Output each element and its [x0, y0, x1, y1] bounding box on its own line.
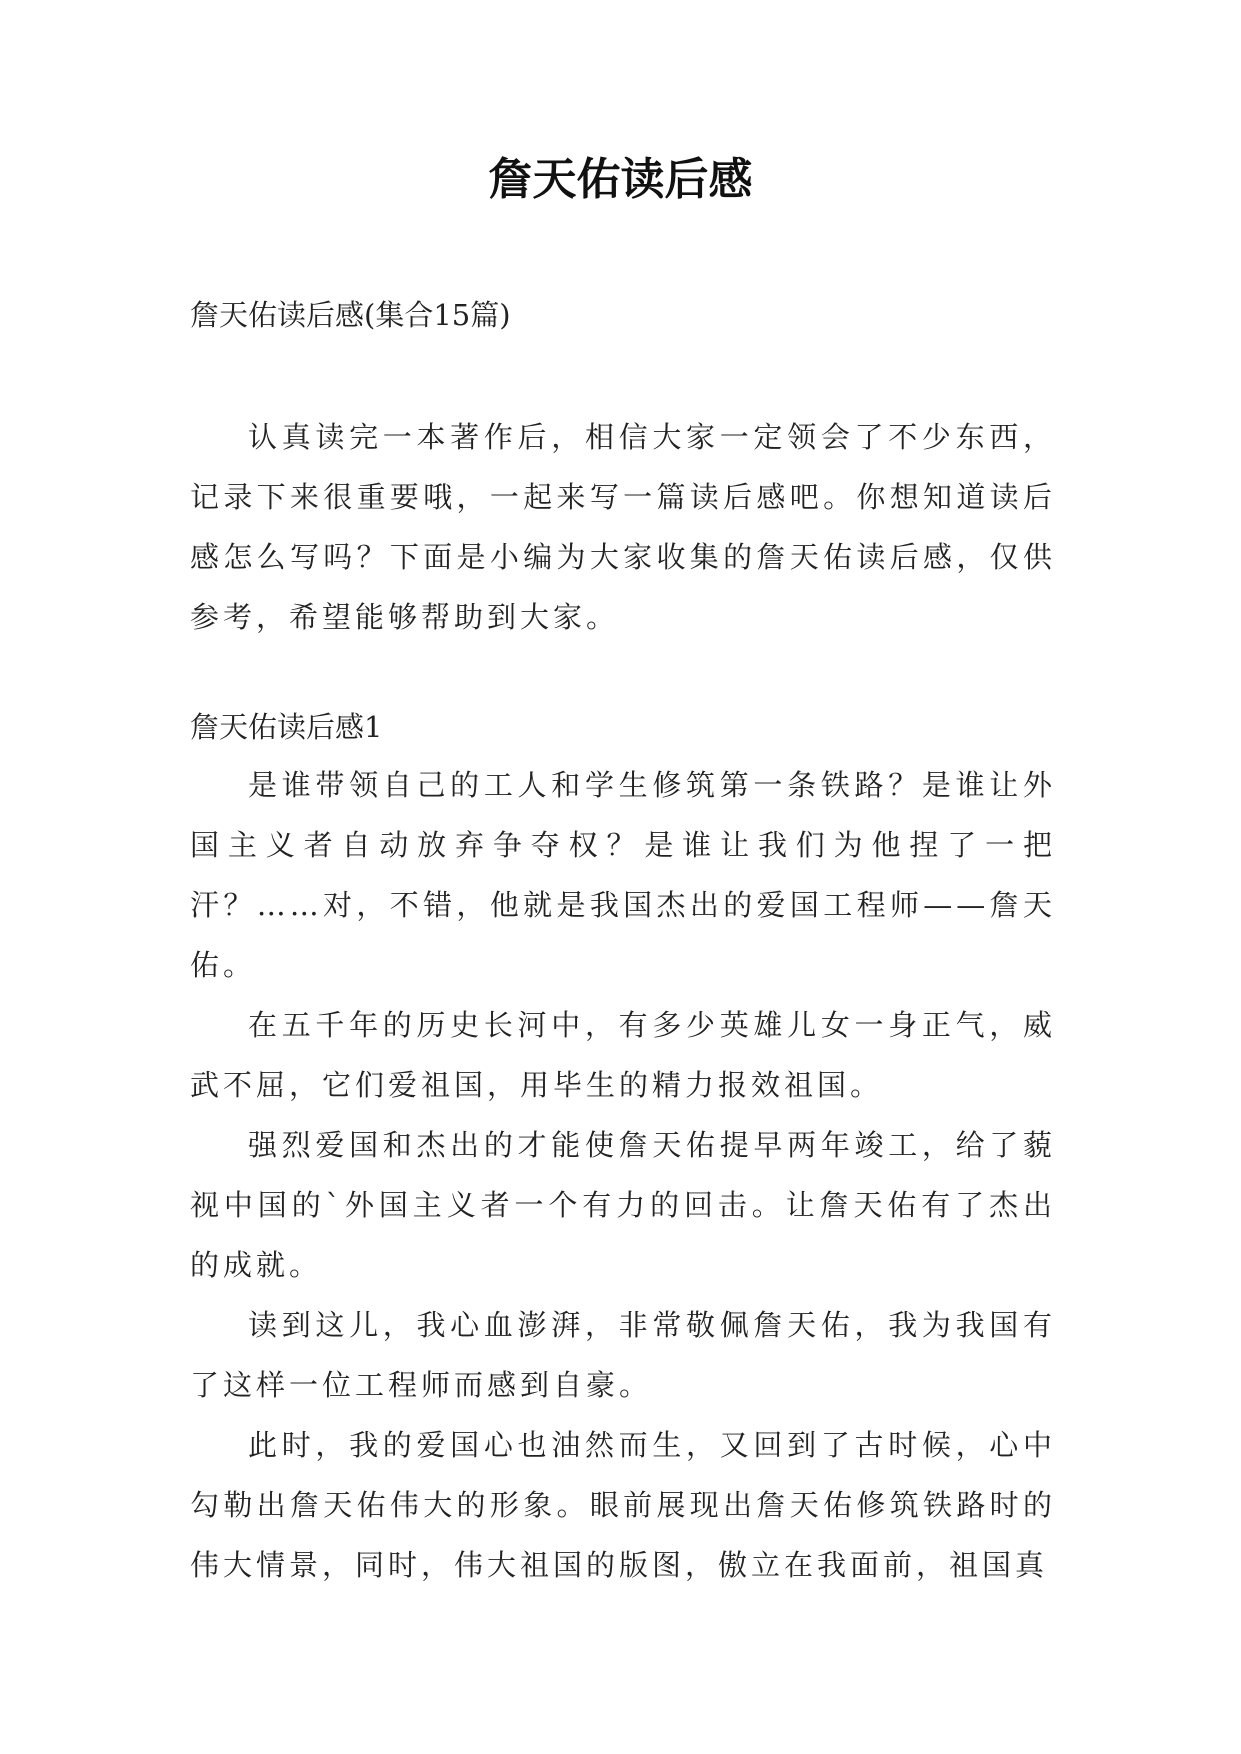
- intro-paragraph: 认真读完一本著作后，相信大家一定领会了不少东西，记录下来很重要哦，一起来写一篇读后感吧。你想知道读后感怎么写吗？下面是小编为大家收集的詹天佑读后感，仅供参考，希望能够帮助到大家。: [190, 420, 1056, 634]
- body-paragraph: 是谁带领自己的工人和学生修筑第一条铁路？是谁让外国主义者自动放弃争夺权？是谁让我们为他捏了一把汗？……对，不错，他就是我国杰出的爱国工程师——詹天佑。: [190, 768, 1056, 982]
- body-paragraph: 在五千年的历史长河中，有多少英雄儿女一身正气，威武不屈，它们爱祖国，用毕生的精力报效祖国。: [190, 1008, 1056, 1102]
- body-paragraph: 读到这儿，我心血澎湃，非常敬佩詹天佑，我为我国有了这样一位工程师而感到自豪。: [190, 1308, 1056, 1402]
- section-1: [190, 707, 1056, 1595]
- body-paragraph: 此时，我的爱国心也油然而生，又回到了古时候，心中勾勒出詹天佑伟大的形象。眼前展现出詹天佑修筑铁路时的伟大情景，同时，伟大祖国的版图，傲立在我面前，祖国真: [190, 1428, 1056, 1582]
- document-title: 詹天佑读后感: [488, 154, 753, 205]
- section-body: [190, 755, 1056, 1595]
- intro-block: [190, 407, 1056, 647]
- body-paragraph: 强烈爱国和杰出的才能使詹天佑提早两年竣工，给了藐视中国的`外国主义者一个有力的回击。让詹天佑有了杰出的成就。: [190, 1128, 1056, 1282]
- section-heading: 詹天佑读后感1: [190, 710, 383, 744]
- document-subtitle: 詹天佑读后感(集合15篇): [190, 298, 511, 332]
